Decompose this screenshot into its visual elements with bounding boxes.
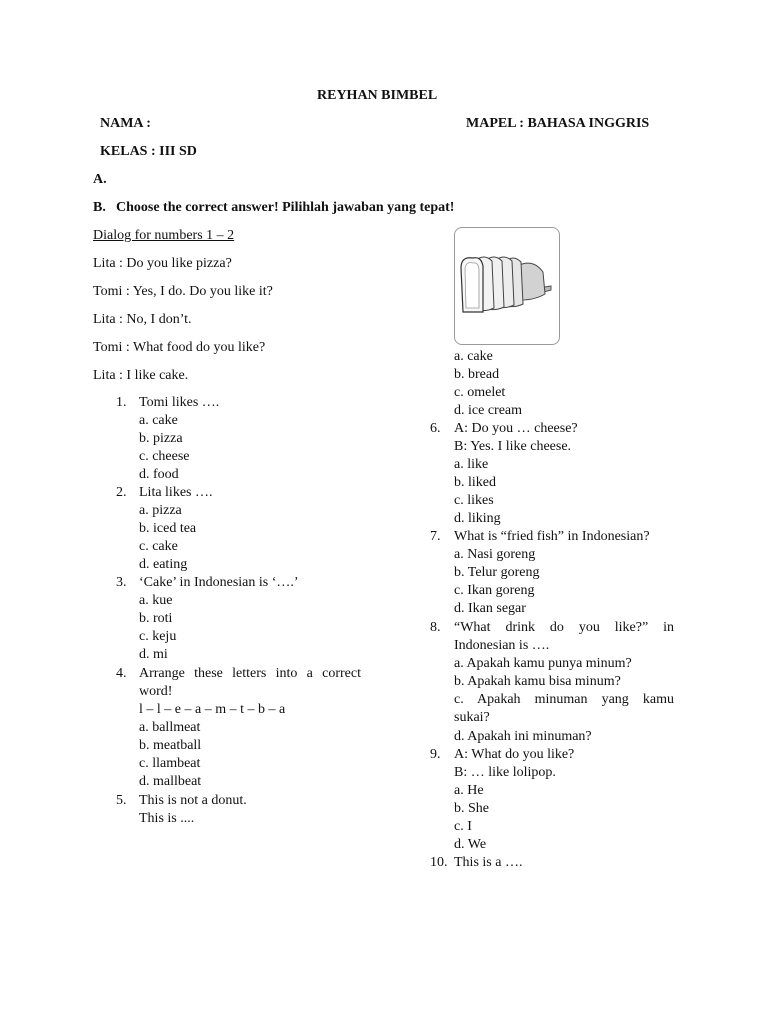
answer-option-line: sukai? (454, 710, 490, 725)
answer-option: a. Nasi goreng (454, 547, 536, 562)
answer-option: d. mallbeat (139, 774, 202, 789)
answer-option (454, 692, 674, 708)
question-text: Lita likes …. (139, 485, 213, 500)
bread-picture-frame (454, 227, 560, 345)
answer-option: c. Ikan goreng (454, 583, 535, 598)
question-number: 2. (116, 485, 127, 500)
answer-option: a. Apakah kamu punya minum? (454, 656, 632, 671)
question-text: ‘Cake’ in Indonesian is ‘….’ (139, 575, 299, 590)
answer-option: c. I (454, 819, 472, 834)
answer-option: a. He (454, 783, 484, 798)
answer-option: b. liked (454, 475, 496, 490)
section-b-instruction: Choose the correct answer! Pilihlah jawaban yang tepat! (116, 200, 455, 215)
question-number: 6. (430, 421, 441, 436)
question-text (139, 666, 361, 682)
answer-option: c. likes (454, 493, 494, 508)
answer-option: c. omelet (454, 385, 506, 400)
answer-option: c. cheese (139, 449, 190, 464)
answer-option: c. cake (139, 539, 178, 554)
question-text-line: Arrange these letters into a correct (139, 666, 361, 681)
answer-option: a. ballmeat (139, 720, 201, 735)
dialog-heading: Dialog for numbers 1 – 2 (93, 228, 235, 243)
dialog-line: Tomi : Yes, I do. Do you like it? (93, 284, 273, 299)
question-number: 9. (430, 747, 441, 762)
dialog-line: Lita : I like cake. (93, 368, 189, 383)
answer-option: d. eating (139, 557, 188, 572)
question-text: A: Do you … cheese? (454, 421, 578, 436)
answer-option: b. bread (454, 367, 500, 382)
answer-option: a. kue (139, 593, 173, 608)
question-text: This is .... (139, 811, 195, 826)
page-title: REYHAN BIMBEL (317, 88, 438, 103)
sliced-bread-icon (455, 228, 559, 344)
answer-option-line: c. Apakah minuman yang kamu (454, 692, 674, 707)
answer-option: b. iced tea (139, 521, 197, 536)
answer-option: d. liking (454, 511, 501, 526)
question-text-line: word! (139, 684, 173, 699)
question-text: This is not a donut. (139, 793, 247, 808)
question-text: A: What do you like? (454, 747, 575, 762)
letter-sequence: l – l – e – a – m – t – b – a (139, 702, 286, 717)
question-number: 3. (116, 575, 127, 590)
question-number: 8. (430, 620, 441, 635)
answer-option: b. pizza (139, 431, 183, 446)
answer-option: d. mi (139, 647, 168, 662)
mapel-label: MAPEL : BAHASA INGGRIS (466, 116, 650, 131)
question-number: 10. (430, 855, 448, 870)
answer-option: d. We (454, 837, 487, 852)
dialog-line: Lita : No, I don’t. (93, 312, 192, 327)
answer-option: b. Apakah kamu bisa minum? (454, 674, 621, 689)
section-b-label: B. (93, 200, 106, 215)
question-number: 1. (116, 395, 127, 410)
answer-option: a. pizza (139, 503, 182, 518)
answer-option: a. cake (454, 349, 493, 364)
question-text: B: … like lolipop. (454, 765, 556, 780)
answer-option: b. meatball (139, 738, 202, 753)
kelas-label: KELAS : III SD (100, 144, 197, 159)
answer-option: d. Ikan segar (454, 601, 526, 616)
answer-option: b. She (454, 801, 489, 816)
question-text: B: Yes. I like cheese. (454, 439, 572, 454)
question-text-line: Indonesian is …. (454, 638, 550, 653)
answer-option: b. roti (139, 611, 173, 626)
question-number: 5. (116, 793, 127, 808)
question-text-line: “What drink do you like?” in (454, 620, 674, 635)
question-text (454, 620, 674, 636)
dialog-line: Tomi : What food do you like? (93, 340, 266, 355)
answer-option: d. ice cream (454, 403, 523, 418)
answer-option: c. llambeat (139, 756, 201, 771)
question-number: 7. (430, 529, 441, 544)
question-text: This is a …. (454, 855, 523, 870)
answer-option: a. cake (139, 413, 178, 428)
question-text: Tomi likes …. (139, 395, 220, 410)
question-number: 4. (116, 666, 127, 681)
question-text: What is “fried fish” in Indonesian? (454, 529, 650, 544)
answer-option: b. Telur goreng (454, 565, 540, 580)
dialog-line: Lita : Do you like pizza? (93, 256, 232, 271)
section-a-label: A. (93, 172, 107, 187)
answer-option: d. Apakah ini minuman? (454, 729, 592, 744)
nama-label: NAMA : (100, 116, 151, 131)
answer-option: a. like (454, 457, 489, 472)
answer-option: c. keju (139, 629, 177, 644)
answer-option: d. food (139, 467, 179, 482)
